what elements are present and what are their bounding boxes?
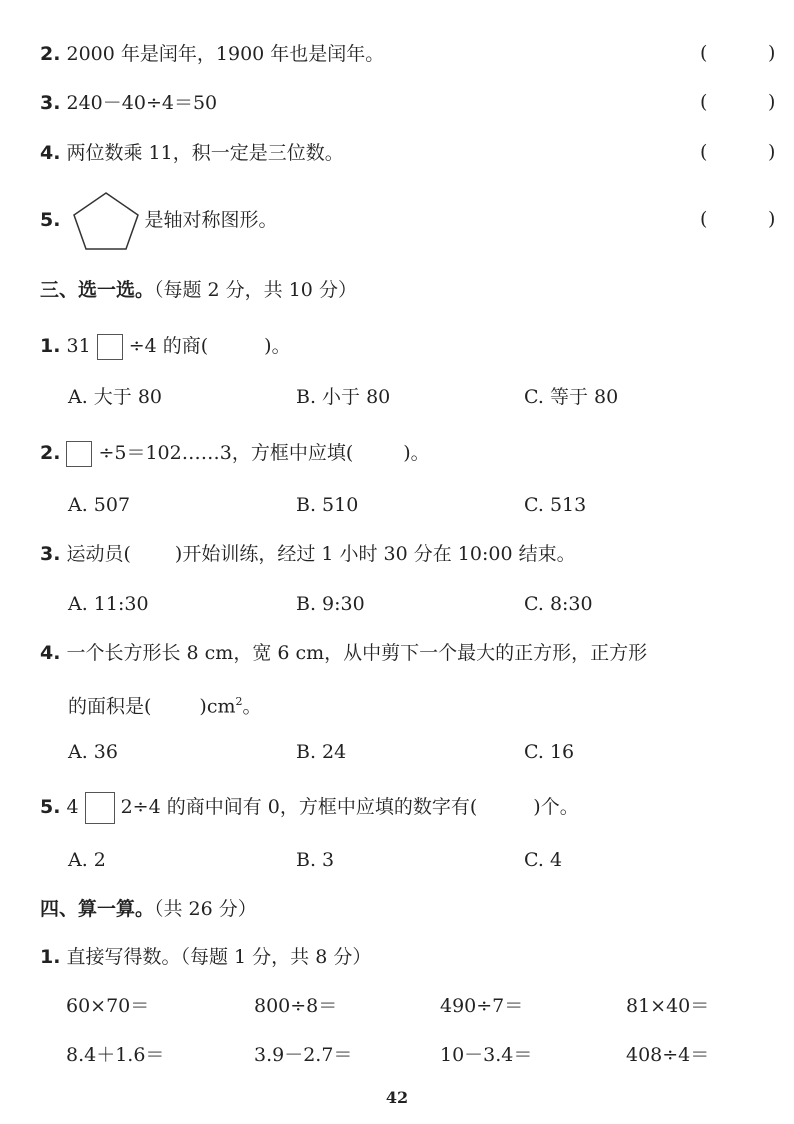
item-text: 240－40÷4＝50 [66,92,218,114]
judge-item-4 [40,141,344,165]
choice-question-1: 1. 31 ÷4 的商( )。 [40,331,291,361]
digit-box[interactable] [97,334,123,360]
option-b[interactable]: B. 9:30 [296,593,365,615]
choice-question-3: 3. 运动员( )开始训练，经过 1 小时 30 分在 10:00 结束。 [40,543,576,565]
judge-item-3 [40,91,217,115]
option-a[interactable]: A. 大于 80 [68,386,163,408]
item-number: 2. [40,43,61,65]
calc-item[interactable]: 490÷7＝ [440,995,524,1017]
choice-question-4-line2: 的面积是( )$cm^2$。 [68,695,262,718]
item-text: 是轴对称图形。 [144,209,278,231]
option-a[interactable]: A. 507 [68,494,131,516]
option-b[interactable]: B. 24 [296,741,347,763]
judge-item-5 [40,188,278,252]
section-heading: 四、算一算。（共 26 分） [40,898,257,920]
section-heading: 三、选一选。（每题 2 分，共 10 分） [40,279,357,301]
option-c[interactable]: C. 16 [524,741,575,763]
item-number: 3. [40,92,61,114]
calc-item[interactable]: 60×70＝ [66,995,150,1017]
item-number: 4. [40,142,61,164]
page-number: 42 [385,1088,409,1107]
calc-item[interactable]: 408÷4＝ [626,1044,710,1066]
option-a[interactable]: A. 2 [68,849,106,871]
calc-item[interactable]: 3.9－2.7＝ [254,1044,353,1066]
calc-item[interactable]: 10－3.4＝ [440,1044,533,1066]
option-c[interactable]: C. 4 [524,849,563,871]
item-number: 5. [40,209,61,231]
choice-question-4: 4. 一个长方形长 8 cm，宽 6 cm，从中剪下一个最大的正方形，正方形 [40,642,648,664]
option-c[interactable]: C. 等于 80 [524,386,619,408]
item-text: 2000 年是闰年，1900 年也是闰年。 [66,43,385,65]
digit-box[interactable] [85,792,115,824]
option-c[interactable]: C. 8:30 [524,593,593,615]
choice-question-5: 5. 4 2÷4 的商中间有 0，方框中应填的数字有( )个。 [40,790,579,824]
option-b[interactable]: B. 3 [296,849,335,871]
item-text: 两位数乘 11，积一定是三位数。 [66,142,344,164]
calc-item[interactable]: 8.4＋1.6＝ [66,1044,165,1066]
option-c[interactable]: C. 513 [524,494,587,516]
pentagon-figure [71,190,141,252]
option-b[interactable]: B. 小于 80 [296,386,391,408]
option-b[interactable]: B. 510 [296,494,359,516]
calc-item[interactable]: 800÷8＝ [254,995,338,1017]
option-a[interactable]: A. 36 [68,741,118,763]
calc-heading: 1. 直接写得数。（每题 1 分，共 8 分） [40,946,372,968]
option-a[interactable]: A. 11:30 [68,593,149,615]
choice-question-2: 2. ÷5＝102……3，方框中应填( )。 [40,438,430,468]
calc-item[interactable]: 81×40＝ [626,995,710,1017]
digit-box[interactable] [66,441,92,467]
judge-item-2 [40,42,384,66]
